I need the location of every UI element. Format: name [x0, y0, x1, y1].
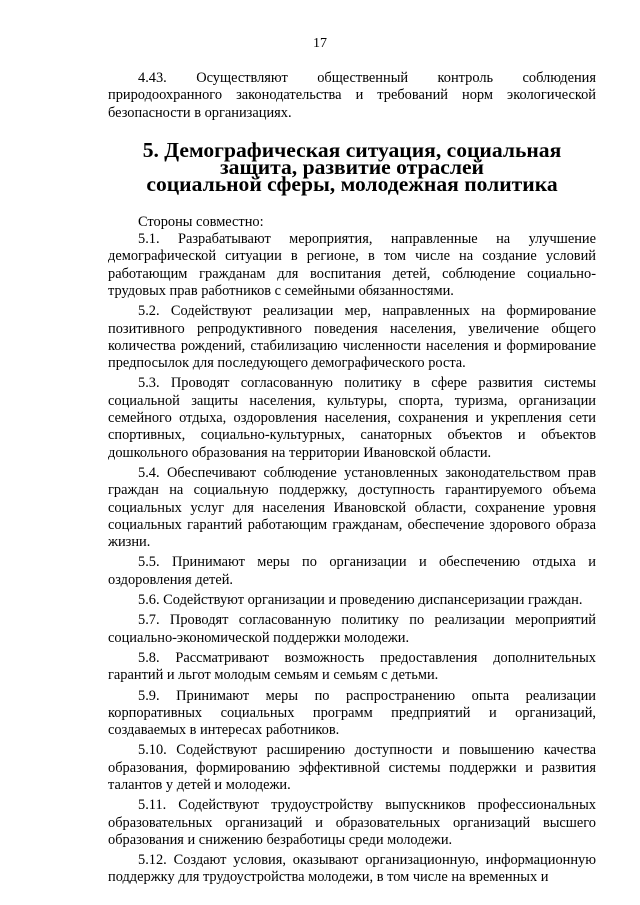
- item-5-12: 5.12. Создают условия, оказывают организационную, информационную поддержку для трудоустройства молодежи, в том числе на временных и: [108, 852, 596, 886]
- item-5-1: 5.1. Разрабатывают мероприятия, направленные на улучшение демографической ситуации в регионе, в том числе на создание условий работающим гражданам для воспитания детей, соблюдение социально-трудовых прав работников с семейными обязанностями.: [108, 231, 596, 299]
- item-5-6: 5.6. Содействуют организации и проведению диспансеризации граждан.: [138, 592, 583, 609]
- item-5-5: 5.5. Принимают меры по организации и обеспечению отдыха и оздоровления детей.: [108, 554, 596, 588]
- page-number: 17: [313, 36, 327, 51]
- item-5-4: 5.4. Обеспечивают соблюдение установленных законодательством прав граждан на социальную поддержку, доступность гарантируемого объема социальных услуг для населения Ивановской области, сохранение уровня социальных гарантий работающим гражданам, обеспечение здорового образа жизни.: [108, 464, 596, 551]
- item-5-9: 5.9. Принимают меры по распространению опыта реализации корпоративных социальных программ предприятий и организаций, создаваемых в интересах работников.: [108, 687, 596, 739]
- item-5-10: 5.10. Содействуют расширению доступности и повышению качества образования, формированию эффективной системы поддержки и развития талантов у детей и молодежи.: [108, 742, 596, 793]
- paragraph-4-43: 4.43. Осуществляют общественный контроль соблюдения природоохранного законодательства и требований норм экологической безопасности в организациях.: [108, 70, 596, 121]
- section-heading-line-2: социальной сферы, молодежная политика: [146, 172, 558, 197]
- item-5-8: 5.8. Рассматривают возможность предоставления дополнительных гарантий и льгот молодым семьям и семьям с детьми.: [108, 649, 596, 684]
- page-content: [108, 70, 596, 887]
- item-5-7: 5.7. Проводят согласованную политику по реализации мероприятий социально-экономической поддержки молодежи.: [108, 612, 596, 646]
- lead-text: Стороны совместно:: [138, 213, 264, 230]
- section-heading: [108, 137, 596, 197]
- item-5-11: 5.11. Содействуют трудоустройству выпускников профессиональных образовательных организаций и образовательных организаций высшего образования и снижению безработицы среди молодежи.: [108, 797, 596, 848]
- item-5-2: 5.2. Содействуют реализации мер, направленных на формирование позитивного репродуктивного поведения населения, увеличение общего количества рождений, стабилизацию численности населения и формирование предпосылок для последующего демографического роста.: [108, 303, 596, 372]
- section-heading-line-1: 5. Демографическая ситуация, социальная защита, развитие отраслей: [142, 137, 562, 180]
- item-5-3: 5.3. Проводят согласованную политику в сфере развития системы социальной защиты населения, культуры, спорта, туризма, организации семейного отдыха, оздоровления населения, сохранения и укрепления сети спортивных, социально-культурных, санаторных объектов и объектов дошкольного образования на территории Ивановской области.: [108, 375, 596, 461]
